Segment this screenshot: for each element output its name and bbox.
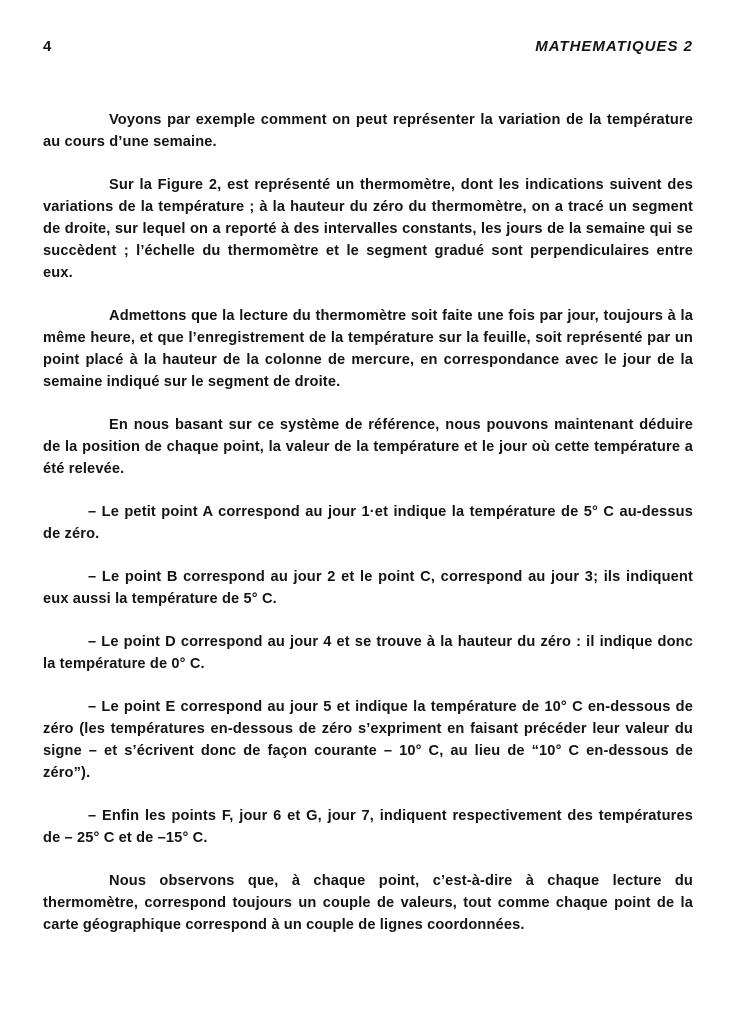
- paragraph-thermometer: Sur la Figure 2, est représenté un thermomètre, dont les indications suivent des variations de la température ; à la hauteur du zéro du thermomètre, on a tracé un segment de droite, sur lequel on a reporté à des intervalles constants, les jours de la semaine qui se succèdent ; l’échelle du thermomètre et le segment gradué sont perpendiculaires entre eux.: [43, 177, 693, 281]
- paragraph-reading: Admettons que la lecture du thermomètre soit faite une fois par jour, toujours à la même heure, et que l’enregistrement de la température sur la feuille, soit représenté par un point placé à la hauteur de la colonne de mercure, en correspondance avec le jour de la semaine indiqué sur le segment de droite.: [43, 308, 693, 390]
- page-number: 4: [43, 38, 52, 55]
- paragraph-intro: Voyons par exemple comment on peut représenter la variation de la température au cours d’une semaine.: [43, 112, 693, 150]
- page-header: [43, 38, 693, 60]
- paragraph-points-b-c: – Le point B correspond au jour 2 et le point C, correspond au jour 3; ils indiquent eux aussi la température de 5° C.: [43, 569, 693, 607]
- paragraph-point-e: – Le point E correspond au jour 5 et indique la température de 10° C en-dessous de zéro (les températures en-dessous de zéro s’expriment en faisant précéder leur valeur du signe – et s’écrivent donc de façon courante – 10° C, au lieu de “10° C en-dessous de zéro”).: [43, 699, 693, 781]
- paragraph-point-d: – Le point D correspond au jour 4 et se trouve à la hauteur du zéro : il indique donc la température de 0° C.: [43, 634, 693, 672]
- paragraph-conclusion: Nous observons que, à chaque point, c’est-à-dire à chaque lecture du thermomètre, correspond toujours un couple de valeurs, tout comme chaque point de la carte géographique correspond à un couple de lignes coordonnées.: [43, 873, 693, 933]
- paragraph-point-a: – Le petit point A correspond au jour 1·et indique la température de 5° C au-dessus de zéro.: [43, 504, 693, 542]
- paragraph-reference-system: En nous basant sur ce système de référence, nous pouvons maintenant déduire de la position de chaque point, la valeur de la température et le jour où cette température a été relevée.: [43, 417, 693, 477]
- paragraph-points-f-g: – Enfin les points F, jour 6 et G, jour 7, indiquent respectivement des températures de – 25° C et de –15° C.: [43, 808, 693, 846]
- running-title: MATHEMATIQUES 2: [535, 38, 693, 55]
- body-text: [43, 109, 693, 936]
